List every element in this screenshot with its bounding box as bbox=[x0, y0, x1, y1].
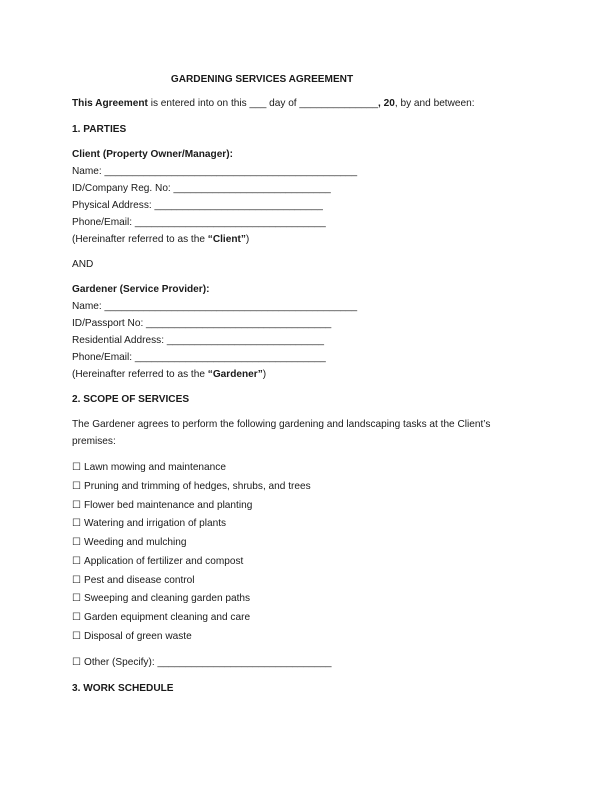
task-item[interactable] bbox=[72, 536, 186, 549]
task-item[interactable] bbox=[72, 574, 195, 587]
task-label: Lawn mowing and maintenance bbox=[83, 462, 226, 473]
intro-bold-lead: This Agreement bbox=[72, 98, 148, 109]
checkbox-icon[interactable]: ☐ bbox=[72, 481, 81, 492]
task-item[interactable] bbox=[72, 555, 243, 568]
gardener-address-field[interactable]: Residential Address: ____________________________ bbox=[72, 335, 325, 346]
task-label: Flower bed maintenance and planting bbox=[83, 500, 253, 511]
task-item[interactable] bbox=[72, 630, 192, 643]
task-label: Application of fertilizer and compost bbox=[83, 556, 244, 567]
gardener-referred-term: “Gardener” bbox=[207, 369, 263, 380]
task-item[interactable] bbox=[72, 461, 226, 474]
and-separator: AND bbox=[72, 259, 94, 270]
gardener-name-field[interactable]: Name: _____________________________________________ bbox=[72, 301, 358, 312]
gardener-heading: Gardener (Service Provider): bbox=[72, 284, 210, 295]
intro-text-1: is entered into on this ___ day of ______________ bbox=[147, 98, 379, 109]
task-label: Garden equipment cleaning and care bbox=[83, 612, 251, 623]
section-1-heading: 1. PARTIES bbox=[72, 124, 127, 135]
gardener-id-field[interactable]: ID/Passport No: _________________________________ bbox=[72, 318, 332, 329]
task-label: Pest and disease control bbox=[83, 575, 195, 586]
client-referred-term: “Client” bbox=[207, 234, 246, 245]
checkbox-icon[interactable]: ☐ bbox=[72, 612, 81, 623]
document-title: GARDENING SERVICES AGREEMENT bbox=[170, 74, 354, 85]
checkbox-icon[interactable]: ☐ bbox=[72, 556, 81, 567]
intro-text-2: , by and between: bbox=[394, 98, 475, 109]
checkbox-icon[interactable]: ☐ bbox=[72, 657, 81, 668]
client-referred-line bbox=[72, 233, 249, 246]
client-name-field[interactable]: Name: _____________________________________________ bbox=[72, 166, 358, 177]
task-item[interactable] bbox=[72, 480, 311, 493]
client-referred-suffix: ) bbox=[245, 234, 250, 245]
checkbox-icon[interactable]: ☐ bbox=[72, 500, 81, 511]
task-label: Weeding and mulching bbox=[83, 537, 187, 548]
task-item[interactable] bbox=[72, 499, 252, 512]
checkbox-icon[interactable]: ☐ bbox=[72, 593, 81, 604]
scope-paragraph-line-2: premises: bbox=[72, 436, 116, 447]
gardener-referred-prefix: (Hereinafter referred to as the bbox=[72, 369, 208, 380]
task-other-label[interactable]: Other (Specify): _______________________________ bbox=[83, 657, 332, 668]
checkbox-icon[interactable]: ☐ bbox=[72, 518, 81, 529]
task-label: Pruning and trimming of hedges, shrubs, and trees bbox=[83, 481, 311, 492]
client-referred-prefix: (Hereinafter referred to as the bbox=[72, 234, 208, 245]
task-item[interactable] bbox=[72, 517, 226, 530]
task-label: Watering and irrigation of plants bbox=[83, 518, 227, 529]
intro-paragraph bbox=[72, 97, 475, 110]
scope-paragraph-line-1: The Gardener agrees to perform the following gardening and landscaping tasks at the Client’s bbox=[72, 419, 491, 430]
task-other[interactable] bbox=[72, 656, 331, 669]
checkbox-icon[interactable]: ☐ bbox=[72, 537, 81, 548]
task-label: Disposal of green waste bbox=[83, 631, 192, 642]
client-heading: Client (Property Owner/Manager): bbox=[72, 149, 233, 160]
gardener-phone-field[interactable]: Phone/Email: __________________________________ bbox=[72, 352, 326, 363]
client-phone-field[interactable]: Phone/Email: __________________________________ bbox=[72, 217, 326, 228]
checkbox-icon[interactable]: ☐ bbox=[72, 575, 81, 586]
section-2-heading: 2. SCOPE OF SERVICES bbox=[72, 394, 190, 405]
client-address-field[interactable]: Physical Address: ______________________________ bbox=[72, 200, 323, 211]
checkbox-icon[interactable]: ☐ bbox=[72, 462, 81, 473]
gardener-referred-suffix: ) bbox=[262, 369, 267, 380]
section-3-heading: 3. WORK SCHEDULE bbox=[72, 683, 174, 694]
task-item[interactable] bbox=[72, 592, 250, 605]
task-label: Sweeping and cleaning garden paths bbox=[83, 593, 251, 604]
checkbox-icon[interactable]: ☐ bbox=[72, 631, 81, 642]
gardener-referred-line bbox=[72, 368, 266, 381]
task-item[interactable] bbox=[72, 611, 250, 624]
intro-bold-year: , 20 bbox=[378, 98, 395, 109]
client-id-field[interactable]: ID/Company Reg. No: ____________________________ bbox=[72, 183, 331, 194]
